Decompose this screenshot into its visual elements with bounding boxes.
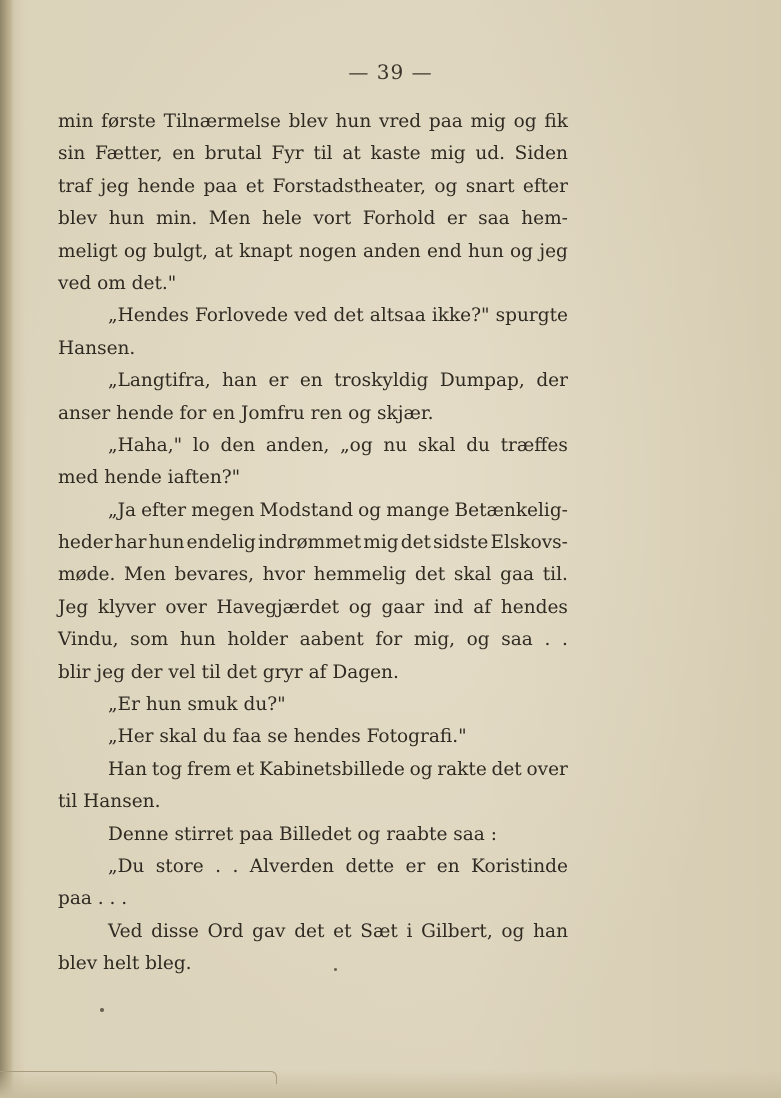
- text-line: anser hende for en Jomfru ren og skjær.: [58, 402, 434, 424]
- text-line: til Hansen.: [58, 791, 161, 813]
- text-line: „Du store . . Alverden dette er en Koristinde: [108, 855, 568, 877]
- text-line: Vindu, som hun holder aabent for mig, og saa . .: [58, 629, 568, 651]
- text-line: „Haha," lo den anden, „og nu skal du træffes: [108, 434, 568, 456]
- paper-speck: [334, 968, 337, 971]
- text-line: paa . . .: [58, 888, 128, 910]
- text-line: min første Tilnærmelse blev hun vred paa mig og fik: [58, 111, 568, 132]
- text-line: blir jeg der vel til det gryr af Dagen.: [58, 661, 399, 683]
- text-line: Jeg klyver over Havegjærdet og gaar ind af hendes: [58, 596, 568, 618]
- text-line: traf jeg hende paa et Forstadstheater, og snart efter: [58, 175, 568, 197]
- text-line: sin Fætter, en brutal Fyr til at kaste mig ud. Siden: [58, 143, 568, 165]
- text-line: „Her skal du faa se hendes Fotografi.": [108, 726, 467, 748]
- text-line: blev helt bleg.: [58, 953, 192, 975]
- page-number: — 39 —: [348, 60, 433, 84]
- text-line: blev hun min. Men hele vort Forhold er saa hem-: [58, 208, 568, 230]
- page-binding-edge: [0, 0, 14, 1098]
- text-line: ved om det.": [58, 272, 177, 294]
- page-fold-mark: [0, 1071, 277, 1084]
- text-line: heder har hun endelig indrømmet mig det sidste Elskovs-: [58, 532, 568, 554]
- text-line: „Langtifra, han er en troskyldig Dumpap, der: [108, 370, 568, 392]
- text-line: møde. Men bevares, hvor hemmelig det skal gaa til.: [58, 564, 568, 586]
- text-line: Han tog frem et Kabinetsbillede og rakte det over: [108, 758, 568, 780]
- paper-speck: [100, 1008, 104, 1012]
- text-line: Denne stirret paa Billedet og raabte saa :: [108, 823, 497, 845]
- text-line: „Hendes Forlovede ved det altsaa ikke?" spurgte: [108, 305, 568, 327]
- text-line: Hansen.: [58, 337, 136, 359]
- text-line: „Er hun smuk du?": [108, 694, 286, 716]
- body-text: [58, 106, 568, 981]
- text-line: meligt og bulgt, at knapt nogen anden end hun og jeg: [58, 240, 568, 262]
- text-line: „Ja efter megen Modstand og mange Betænkelig-: [108, 499, 568, 521]
- text-line: med hende iaften?": [58, 467, 241, 489]
- text-line: Ved disse Ord gav det et Sæt i Gilbert, og han: [108, 920, 568, 942]
